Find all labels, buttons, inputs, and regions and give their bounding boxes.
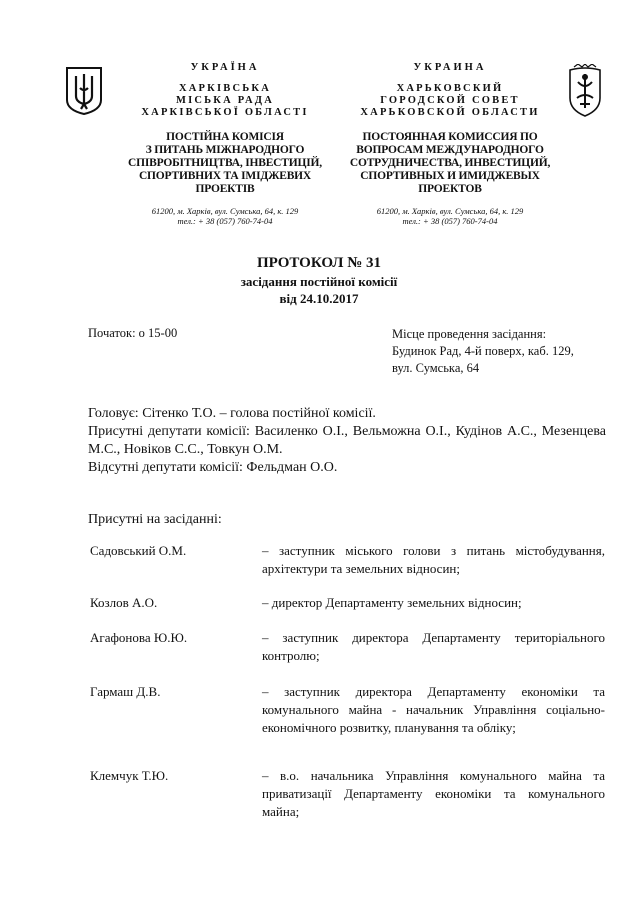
person-name: Козлов А.О.	[90, 595, 158, 610]
person-position: – заступник директора Департаменту територіального контролю;	[262, 630, 605, 663]
present-deputies: Присутні депутати комісії: Василенко О.І., Вельможна О.І., Кудінов А.С., Мезенцева М.С., Новіков С.С., Товкун О.М.	[88, 424, 606, 457]
header-ukrainian	[110, 62, 340, 226]
address: 61200, м. Харків, вул. Сумська, 64, к. 129	[151, 206, 299, 216]
country-name: УКРАИНА	[413, 62, 487, 73]
chair-line: Головує: Сітенко Т.О. – голова постійної комісії.	[88, 406, 376, 421]
city-crest-icon	[564, 64, 606, 118]
council-line: МІСЬКА РАДА	[175, 95, 274, 106]
person-position: – в.о. начальника Управління комунального майна та приватизації Департаменту економіки та комунального майна;	[262, 768, 605, 819]
address: 61200, м. Харків, вул. Сумська, 64, к. 129	[376, 206, 524, 216]
person-name: Агафонова Ю.Ю.	[90, 630, 188, 645]
meeting-venue: Місце проведення засідання: Будинок Рад, 4-й поверх, каб. 129, вул. Сумська, 64	[392, 327, 574, 375]
commission-name: ПОСТІЙНА КОМІСІЯ З ПИТАНЬ МІЖНАРОДНОГО СПІВРОБІТНИЦТВА, ІНВЕСТИЦІЙ, СПОРТИВНИХ ТА ІМІДЖЕВИХ ПРОЕКТІВ	[128, 131, 322, 195]
person-position: – заступник директора Департаменту економіки та комунального майна - начальник Управління соціально-економічного розвитку, планування та обліку;	[262, 684, 605, 735]
start-time: Початок: о 15-00	[88, 326, 178, 340]
country-name: УКРАЇНА	[190, 62, 260, 73]
protocol-date: від 24.10.2017	[279, 291, 359, 306]
phone: тел.: + 38 (057) 760-74-04	[177, 216, 273, 226]
present-heading: Присутні на засіданні:	[88, 512, 222, 527]
phone: тел.: + 38 (057) 760-74-04	[402, 216, 498, 226]
attendance-block	[88, 405, 606, 477]
address-block	[110, 206, 340, 226]
person-name: Гармаш Д.В.	[90, 684, 161, 699]
absent-deputies: Відсутні депутати комісії: Фельдман О.О.	[88, 460, 338, 475]
council-line: ГОРОДСКОЙ СОВЕТ	[380, 95, 520, 106]
commission-name: ПОСТОЯННАЯ КОМИССИЯ ПО ВОПРОСАМ МЕЖДУНАРОДНОГО СОТРУДНИЧЕСТВА, ИНВЕСТИЦИЙ, СПОРТИВНЫХ И ИМИДЖЕВЫХ ПРОЕКТОВ	[349, 131, 551, 195]
person-name: Клемчук Т.Ю.	[90, 768, 169, 783]
protocol-title	[0, 254, 638, 307]
person-position: – заступник міського голови з питань містобудування, архітектури та земельних відносин;	[262, 543, 605, 576]
council-line: ХАРЬКОВСКОЙ ОБЛАСТИ	[360, 107, 540, 118]
person-name: Садовський О.М.	[90, 543, 187, 558]
coat-of-arms-icon	[64, 66, 104, 116]
protocol-subtitle: засідання постійної комісії	[240, 274, 398, 289]
protocol-number: ПРОТОКОЛ № 31	[256, 255, 382, 271]
council-line: ХАРКІВСЬКОЇ ОБЛАСТІ	[141, 107, 309, 118]
header-russian	[335, 62, 565, 226]
council-line: ХАРЬКОВСКИЙ	[396, 83, 504, 94]
council-line: ХАРКІВСЬКА	[178, 83, 271, 94]
person-position: – директор Департаменту земельних відносин;	[262, 595, 522, 610]
address-block	[335, 206, 565, 226]
